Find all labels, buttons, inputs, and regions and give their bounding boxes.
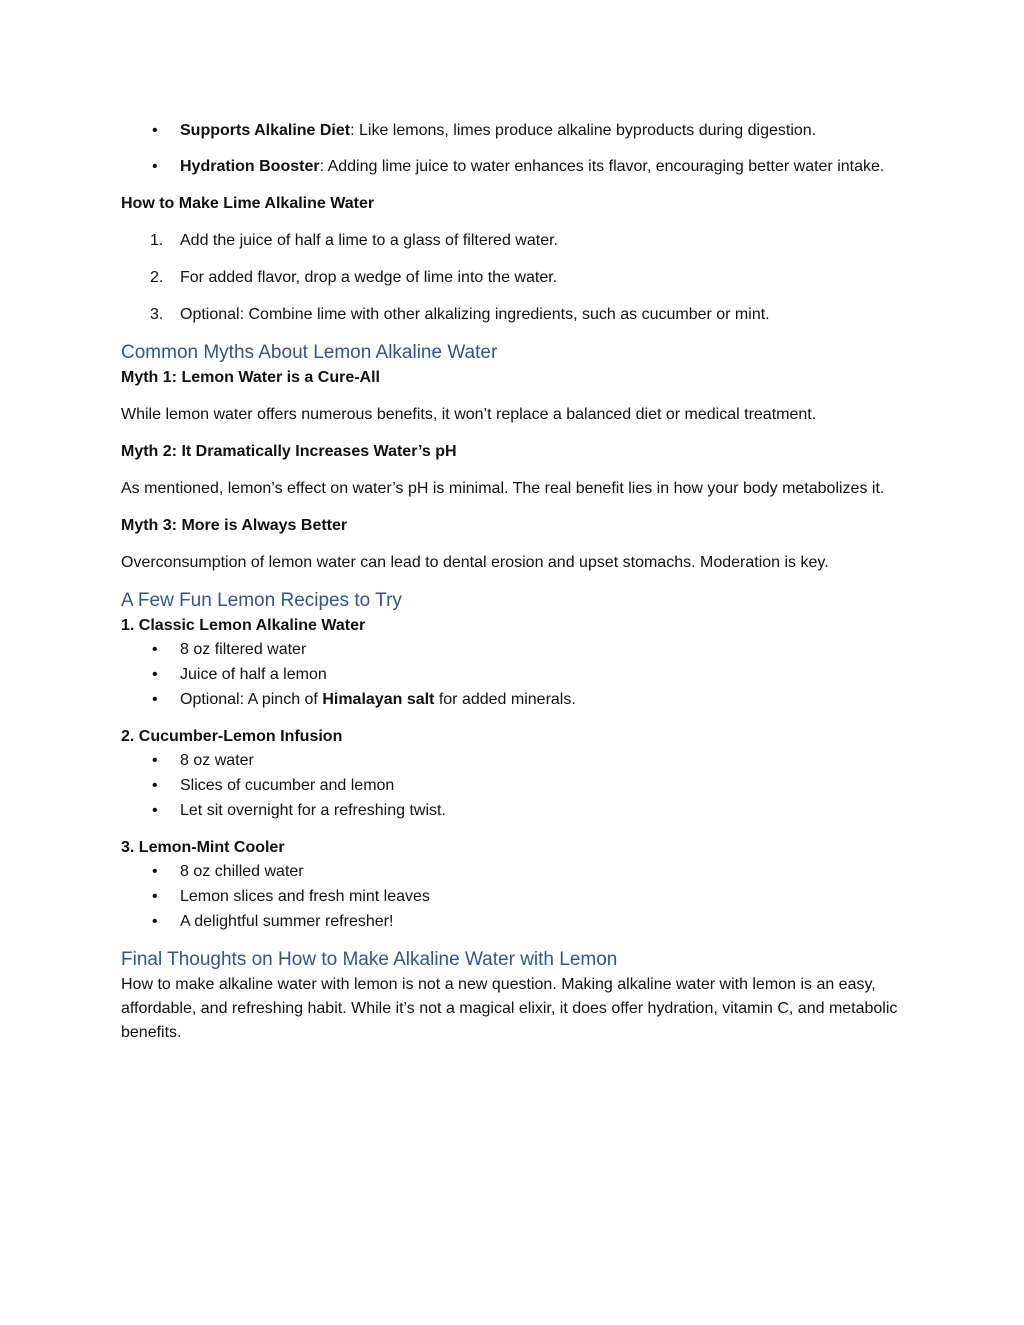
list-item: [121, 885, 901, 909]
lime-steps-list: [121, 229, 901, 327]
lime-benefits-list: [121, 119, 901, 179]
list-item: [121, 749, 901, 773]
myths-heading: Common Myths About Lemon Alkaline Water: [121, 342, 498, 363]
ingredient-text: Juice of half a lemon: [180, 666, 327, 683]
list-item: [121, 638, 901, 662]
benefit-desc: : Like lemons, limes produce alkaline byproducts during digestion.: [350, 122, 817, 139]
myth-title: Myth 1: Lemon Water is a Cure-All: [121, 369, 380, 386]
bullet: •: [152, 863, 158, 880]
myth-title: Myth 2: It Dramatically Increases Water’s pH: [121, 443, 457, 460]
bullet: •: [152, 752, 158, 769]
list-item: [121, 663, 901, 687]
bullet: •: [152, 158, 158, 175]
ingredient-emphasis: Himalayan salt: [322, 691, 435, 708]
step-number: 3.: [150, 306, 164, 323]
ingredient-text: 8 oz filtered water: [180, 641, 307, 658]
recipe-title: 1. Classic Lemon Alkaline Water: [121, 617, 366, 634]
benefit-desc: : Adding lime juice to water enhances its flavor, encouraging better water intake.: [319, 158, 885, 175]
recipe-title: 2. Cucumber-Lemon Infusion: [121, 728, 343, 745]
ingredient-text: A delightful summer refresher!: [180, 913, 394, 930]
list-item: [121, 774, 901, 798]
bullet: •: [152, 641, 158, 658]
step-text: Optional: Combine lime with other alkalizing ingredients, such as cucumber or mint.: [180, 306, 770, 323]
document-page: [121, 119, 901, 1045]
list-item: [121, 799, 901, 823]
ingredient-text: 8 oz chilled water: [180, 863, 304, 880]
myth-text: As mentioned, lemon’s effect on water’s pH is minimal. The real benefit lies in how your body metabolizes it.: [121, 480, 885, 497]
ingredient-text: for added minerals.: [434, 691, 576, 708]
recipe-ingredients: [121, 860, 901, 934]
step-number: 2.: [150, 269, 164, 286]
bullet: •: [152, 666, 158, 683]
ingredient-text: Let sit overnight for a refreshing twist.: [180, 802, 446, 819]
step-text: For added flavor, drop a wedge of lime into the water.: [180, 269, 558, 286]
bullet: •: [152, 802, 158, 819]
list-item: [121, 266, 901, 290]
myth-text: While lemon water offers numerous benefits, it won’t replace a balanced diet or medical treatment.: [121, 406, 817, 423]
list-item: [121, 303, 901, 327]
ingredient-text: Lemon slices and fresh mint leaves: [180, 888, 430, 905]
ingredient-text: Optional: A pinch of: [180, 691, 323, 708]
list-item: [121, 688, 901, 712]
step-number: 1.: [150, 232, 164, 249]
list-item: [121, 860, 901, 884]
list-item: [121, 229, 901, 253]
benefit-term: Supports Alkaline Diet: [180, 122, 351, 139]
step-text: Add the juice of half a lime to a glass of filtered water.: [180, 232, 558, 249]
list-item: [121, 155, 901, 179]
list-item: [121, 119, 901, 143]
bullet: •: [152, 122, 158, 139]
recipes-heading: A Few Fun Lemon Recipes to Try: [121, 590, 402, 611]
ingredient-text: 8 oz water: [180, 752, 254, 769]
final-text: How to make alkaline water with lemon is not a new question. Making alkaline water with lemon is an easy, affordable, and refreshing habit. While it’s not a magical elixir, it does offer hydration, vitamin C, and metabolic benefits.: [121, 976, 898, 1041]
recipe-ingredients: [121, 749, 901, 823]
final-heading: Final Thoughts on How to Make Alkaline Water with Lemon: [121, 949, 618, 970]
bullet: •: [152, 913, 158, 930]
myth-title: Myth 3: More is Always Better: [121, 517, 348, 534]
recipe-title: 3. Lemon-Mint Cooler: [121, 839, 285, 856]
list-item: [121, 910, 901, 934]
recipe-ingredients: [121, 638, 901, 712]
benefit-term: Hydration Booster: [180, 158, 320, 175]
bullet: •: [152, 691, 158, 708]
lime-howto-heading: How to Make Lime Alkaline Water: [121, 195, 375, 212]
ingredient-text: Slices of cucumber and lemon: [180, 777, 395, 794]
bullet: •: [152, 777, 158, 794]
bullet: •: [152, 888, 158, 905]
myth-text: Overconsumption of lemon water can lead to dental erosion and upset stomachs. Moderation is key.: [121, 554, 829, 571]
